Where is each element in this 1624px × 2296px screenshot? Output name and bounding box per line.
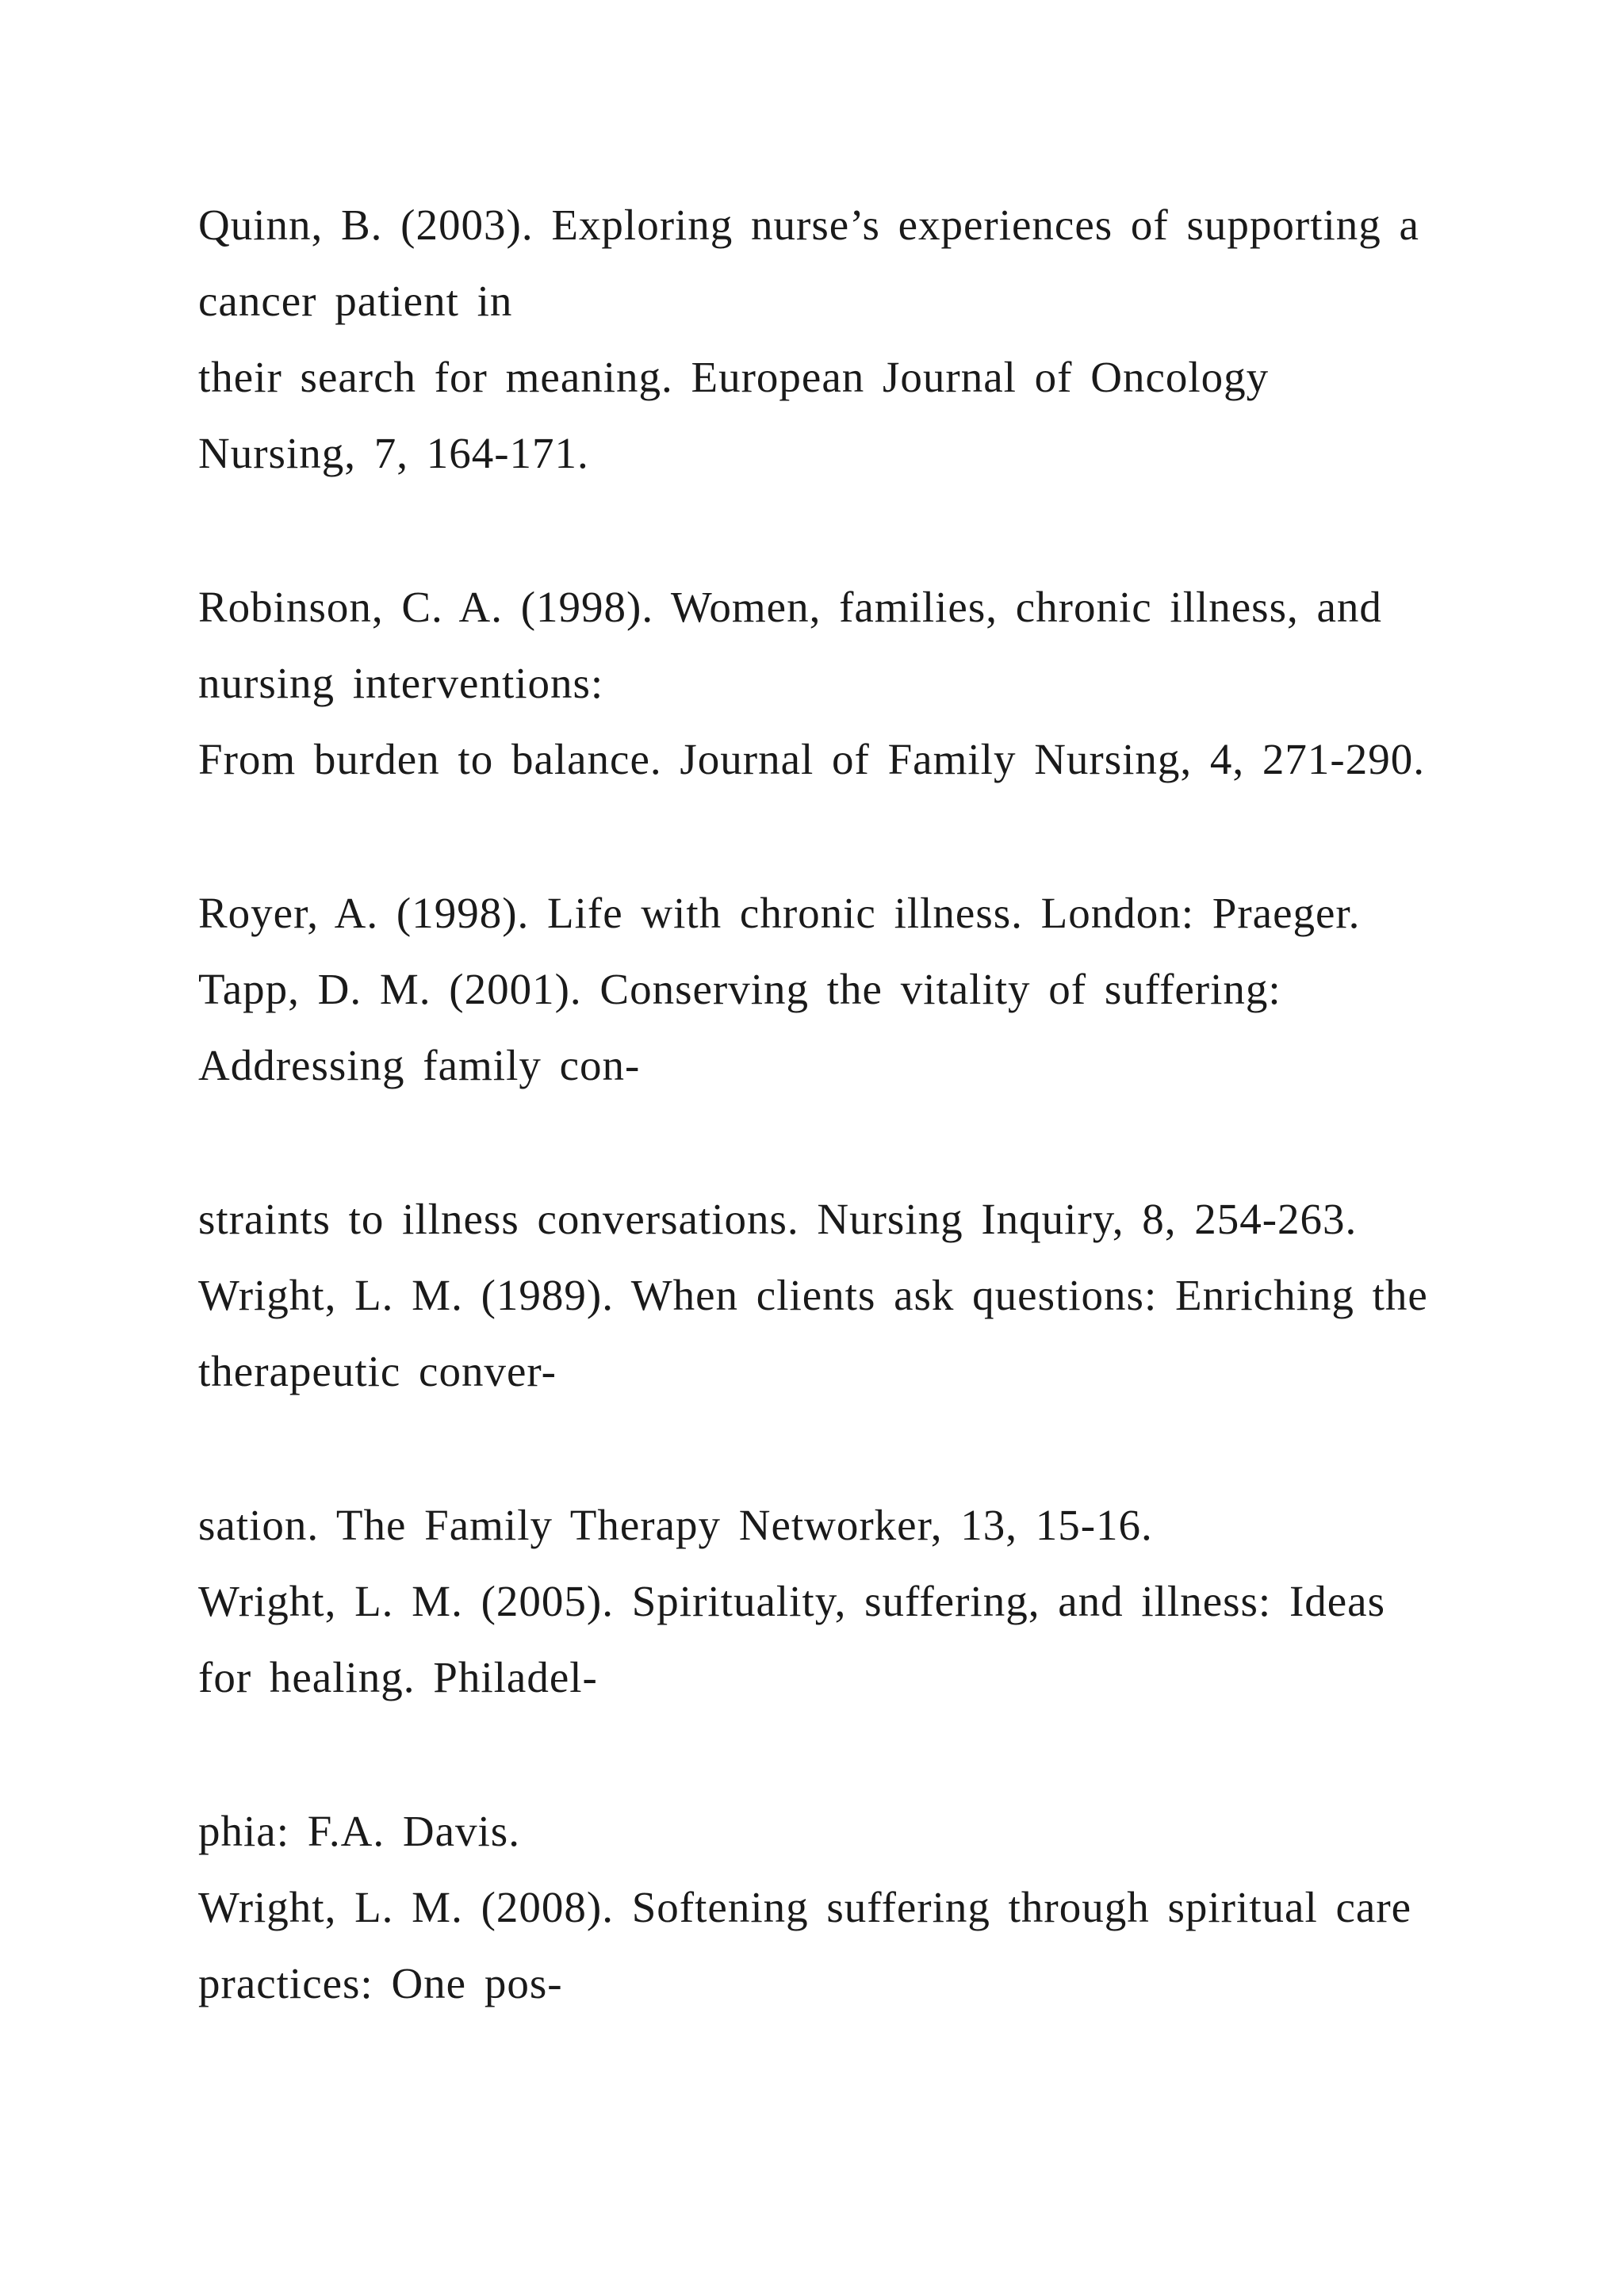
reference-line: Tapp, D. M. (2001). Conserving the vitality of suffering: — [198, 965, 1281, 1013]
reference-line: Addressing family con- — [198, 1041, 641, 1089]
reference-line: cancer patient in — [198, 277, 513, 325]
reference-line: Nursing, 7, 164-171. — [198, 429, 589, 477]
reference-line: Royer, A. (1998). Life with chronic illness. London: Praeger. — [198, 889, 1361, 937]
reference-line: nursing interventions: — [198, 659, 604, 707]
reference-line: Wright, L. M. (2008). Softening suffering through spiritual care — [198, 1883, 1412, 1931]
reference-line: Wright, L. M. (2005). Spirituality, suffering, and illness: Ideas — [198, 1577, 1385, 1625]
reference-line: Quinn, B. (2003). Exploring nurse’s experiences of supporting a — [198, 201, 1419, 249]
reference-line: From burden to balance. Journal of Family Nursing, 4, 271-290. — [198, 735, 1425, 783]
reference-line: straints to illness conversations. Nursing Inquiry, 8, 254-263. — [198, 1195, 1358, 1243]
reference-line: sation. The Family Therapy Networker, 13, 15-16. — [198, 1501, 1153, 1549]
reference-line: their search for meaning. European Journal of Oncology — [198, 353, 1270, 401]
reference-line: Wright, L. M. (1989). When clients ask questions: Enriching the — [198, 1271, 1428, 1319]
reference-line: practices: One pos- — [198, 1959, 563, 2007]
reference-line: for healing. Philadel- — [198, 1653, 598, 1701]
reference-line: Robinson, C. A. (1998). Women, families, chronic illness, and — [198, 583, 1382, 631]
reference-line: phia: F.A. Davis. — [198, 1807, 520, 1855]
reference-line: therapeutic conver- — [198, 1347, 557, 1395]
